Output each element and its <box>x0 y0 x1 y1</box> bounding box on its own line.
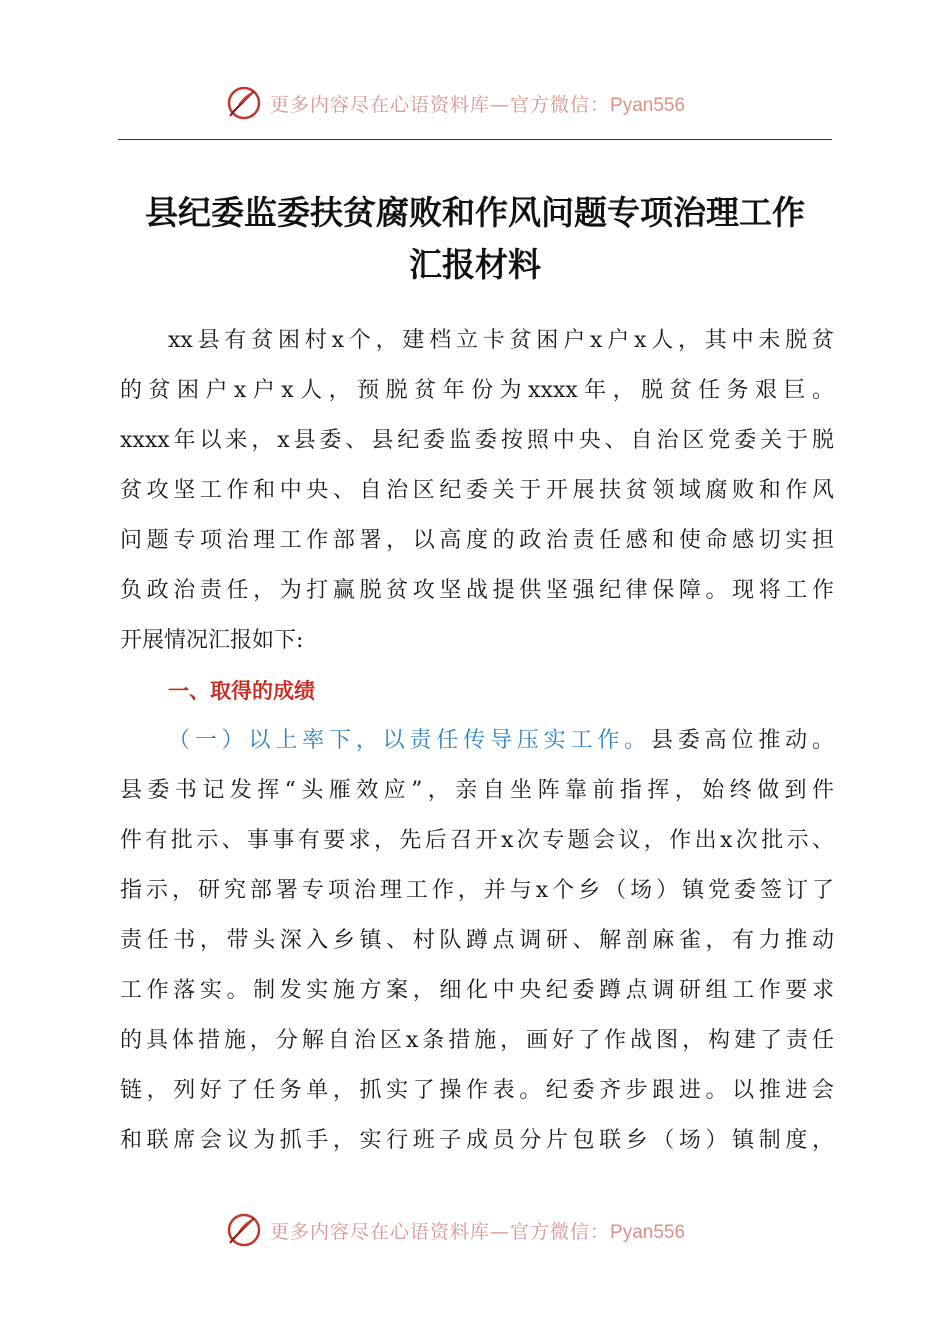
banner-text-id: Pyan556 <box>610 1221 686 1243</box>
paragraph-line: 开展情况汇报如下: <box>120 628 304 653</box>
paragraph-line: 链，列好了任务单，抓实了操作表。纪委齐步跟进。以推进会 <box>120 1078 834 1103</box>
paragraph-line: 县委书记发挥“头雁效应”，亲自坐阵靠前指挥，始终做到件 <box>120 778 834 803</box>
section-heading: 一、取得的成绩 <box>168 679 315 703</box>
paragraph-line: xx县有贫困村x个，建档立卡贫困户x户x人，其中未脱贫 <box>168 328 834 353</box>
banner-text-cn: 更多内容尽在心语资料库— <box>270 1220 511 1243</box>
paragraph-line: 工作落实。制发实施方案，细化中央纪委蹲点调研组工作要求 <box>120 978 834 1003</box>
watermark-text <box>270 90 685 117</box>
banner-text-wx: 官方微信： <box>510 93 611 116</box>
quill-logo-icon <box>224 1210 264 1250</box>
document-body <box>120 316 834 1166</box>
footer-banner <box>0 1207 950 1253</box>
paragraph-line: 和联席会议为抓手，实行班子成员分片包联乡（场）镇制度， <box>120 1128 834 1153</box>
paragraph-line: 问题专项治理工作部署，以高度的政治责任感和使命感切实担 <box>120 528 834 553</box>
header-divider <box>118 139 832 140</box>
paragraph-line: 负政治责任，为打赢脱贫攻坚战提供坚强纪律保障。现将工作 <box>120 578 834 603</box>
paragraph-line: 指示，研究部署专项治理工作，并与x个乡（场）镇党委签订了 <box>120 878 834 903</box>
header-banner <box>0 80 950 126</box>
title-line-2: 汇报材料 <box>409 245 541 284</box>
paragraph-line: xxxx年以来，x县委、县纪委监委按照中央、自治区党委关于脱 <box>120 428 834 453</box>
banner-text-id: Pyan556 <box>610 94 686 116</box>
paragraph-line: 件有批示、事事有要求，先后召开x次专题会议，作出x次批示、 <box>120 828 834 853</box>
quill-logo-icon <box>224 83 264 123</box>
watermark-text <box>270 1217 685 1244</box>
subsection-first-line <box>120 716 834 766</box>
subsection-heading: （一）以上率下，以责任传导压实工作。 <box>168 728 651 753</box>
paragraph-line: 责任书，带头深入乡镇、村队蹲点调研、解剖麻雀，有力推动 <box>120 928 834 953</box>
paragraph-line: 的具体措施，分解自治区x条措施，画好了作战图，构建了责任 <box>120 1028 834 1053</box>
banner-text-cn: 更多内容尽在心语资料库— <box>270 93 511 116</box>
paragraph-line: 的贫困户x户x人，预脱贫年份为xxxx年，脱贫任务艰巨。 <box>120 378 834 403</box>
banner-text-wx: 官方微信： <box>510 1220 611 1243</box>
paragraph-line: 贫攻坚工作和中央、自治区纪委关于开展扶贫领域腐败和作风 <box>120 478 834 503</box>
subsection-first-line-rest: 县委高位推动。 <box>650 728 834 753</box>
page-title <box>100 187 850 291</box>
title-line-1: 县纪委监委扶贫腐败和作风问题专项治理工作 <box>145 193 805 232</box>
